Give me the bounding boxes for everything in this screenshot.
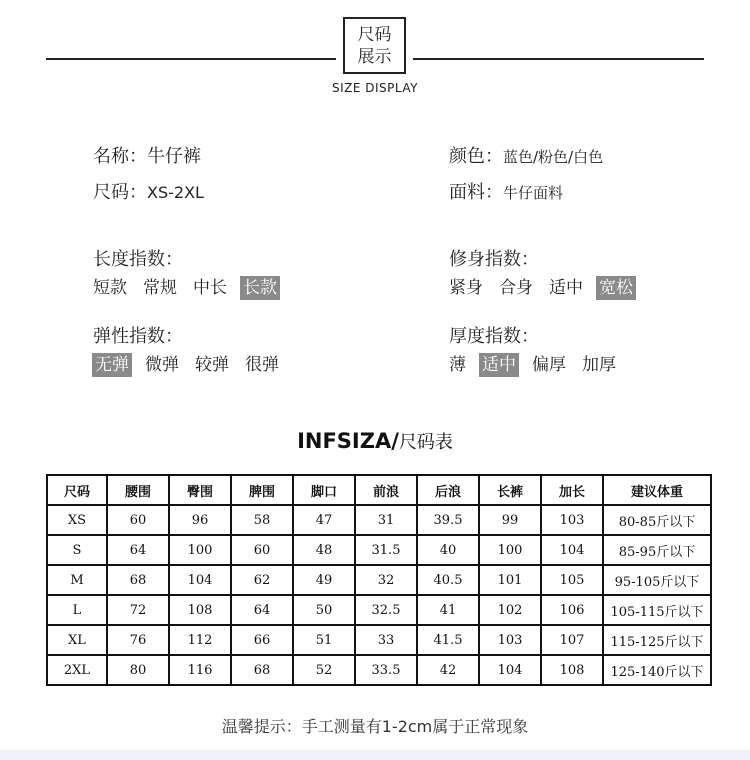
fit-index-label: 修身指数： [449,249,539,270]
color-label: 颜色： [449,146,503,167]
table-cell: 41.5 [417,625,479,655]
table-row [47,535,711,565]
size-table-title-brand: INFSIZA/ [297,429,399,453]
length-option: 中长 [193,278,227,298]
header-title-line2: 展示 [357,46,392,67]
table-cell: 31 [355,505,417,535]
table-cell: 68 [107,565,169,595]
size-table [46,474,712,686]
table-cell: 40 [417,535,479,565]
size-table-header-cell: 后浪 [417,475,479,505]
table-cell: 99 [479,505,541,535]
table-cell: 64 [107,535,169,565]
size-table-header-cell: 长裤 [479,475,541,505]
table-cell: 105-115斤以下 [603,595,711,625]
table-cell: L [47,595,107,625]
table-row [47,505,711,535]
table-cell: 51 [293,625,355,655]
thickness-option-selected: 适中 [479,353,519,377]
table-cell: 104 [169,565,231,595]
table-cell: 33 [355,625,417,655]
elasticity-option: 很弹 [245,355,279,375]
elasticity-option: 较弹 [195,355,229,375]
table-cell: 100 [169,535,231,565]
table-cell: 102 [479,595,541,625]
name-row [93,142,201,168]
header-title-line1: 尺码 [357,24,392,45]
table-cell: 50 [293,595,355,625]
length-option-selected: 长款 [240,276,280,300]
fit-option-selected: 宽松 [596,276,636,300]
bottom-strip [0,750,750,760]
table-cell: 105 [541,565,603,595]
table-cell: 32 [355,565,417,595]
size-label: 尺码： [93,182,147,203]
table-cell: 101 [479,565,541,595]
size-value: XS-2XL [147,183,204,202]
table-cell: 72 [107,595,169,625]
table-cell: 104 [541,535,603,565]
size-table-header-cell: 前浪 [355,475,417,505]
table-row [47,655,711,685]
table-row [47,595,711,625]
length-option: 短款 [93,278,127,298]
table-cell: 31.5 [355,535,417,565]
table-row [47,565,711,595]
size-table-header-cell: 脾围 [231,475,293,505]
table-cell: M [47,565,107,595]
fit-option: 适中 [549,278,583,298]
table-cell: 112 [169,625,231,655]
fit-index-options [446,276,646,300]
elasticity-index-options [92,353,292,377]
size-table-title-sub: 尺码表 [398,432,453,453]
thickness-index-label: 厚度指数： [449,326,539,347]
color-row [449,142,603,168]
table-cell: 106 [541,595,603,625]
table-cell: 108 [541,655,603,685]
measurement-note: 温馨提示：手工测量有1-2cm属于正常现象 [221,717,529,736]
table-cell: 33.5 [355,655,417,685]
size-table-title [0,428,750,454]
color-value: 蓝色/粉色/白色 [503,148,604,166]
table-row [47,625,711,655]
fit-option: 紧身 [449,278,483,298]
table-cell: 76 [107,625,169,655]
table-cell: 104 [479,655,541,685]
table-cell: XS [47,505,107,535]
size-table-header-cell: 脚口 [293,475,355,505]
size-row [93,178,204,204]
table-cell: 125-140斤以下 [603,655,711,685]
header-subtitle: SIZE DISPLAY [332,81,418,95]
table-cell: 42 [417,655,479,685]
fabric-label: 面料： [449,182,503,203]
length-index-label: 长度指数： [93,249,183,270]
table-cell: 107 [541,625,603,655]
table-cell: 52 [293,655,355,685]
table-cell: 41 [417,595,479,625]
length-index-options [90,276,290,300]
fabric-row [449,178,563,204]
elasticity-index-label: 弹性指数： [93,326,183,347]
table-cell: 96 [169,505,231,535]
table-cell: 108 [169,595,231,625]
table-cell: 116 [169,655,231,685]
table-cell: 115-125斤以下 [603,625,711,655]
table-cell: 47 [293,505,355,535]
size-table-header-cell: 臀围 [169,475,231,505]
fit-option: 合身 [499,278,533,298]
table-cell: 64 [231,595,293,625]
table-cell: XL [47,625,107,655]
length-option: 常规 [143,278,177,298]
elasticity-option-selected: 无弹 [92,353,132,377]
size-table-header-cell: 建议体重 [603,475,711,505]
thickness-option: 薄 [449,355,466,375]
table-cell: 60 [231,535,293,565]
thickness-option: 偏厚 [532,355,566,375]
table-cell: 62 [231,565,293,595]
table-cell: S [47,535,107,565]
name-label: 名称： [93,146,147,167]
table-cell: 80-85斤以下 [603,505,711,535]
size-table-header-cell: 尺码 [47,475,107,505]
elasticity-option: 微弹 [145,355,179,375]
thickness-index-options [446,353,629,377]
table-cell: 95-105斤以下 [603,565,711,595]
table-cell: 32.5 [355,595,417,625]
size-table-header-cell: 加长 [541,475,603,505]
header-line-left [46,58,336,60]
thickness-option: 加厚 [582,355,616,375]
name-value: 牛仔裤 [147,146,201,167]
table-cell: 2XL [47,655,107,685]
table-cell: 40.5 [417,565,479,595]
fabric-value: 牛仔面料 [503,184,564,202]
table-cell: 85-95斤以下 [603,535,711,565]
table-cell: 68 [231,655,293,685]
table-cell: 100 [479,535,541,565]
table-cell: 49 [293,565,355,595]
size-table-header-cell: 腰围 [107,475,169,505]
table-cell: 48 [293,535,355,565]
table-cell: 103 [541,505,603,535]
table-cell: 103 [479,625,541,655]
header-line-right [413,58,704,60]
size-table-header-row [47,475,711,505]
header-title-box [343,17,406,74]
table-cell: 58 [231,505,293,535]
table-cell: 60 [107,505,169,535]
table-cell: 66 [231,625,293,655]
table-cell: 80 [107,655,169,685]
table-cell: 39.5 [417,505,479,535]
